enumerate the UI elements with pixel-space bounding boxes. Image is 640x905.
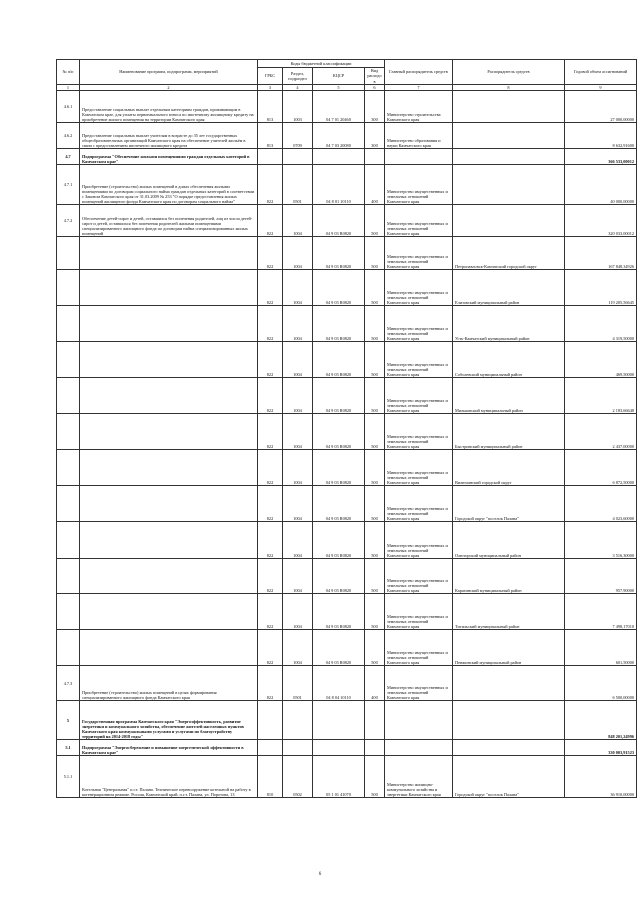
- row-grbs: [258, 701, 283, 740]
- row-kcsr: 04 9 03 R0820: [313, 486, 365, 522]
- row-manager: Министерство имущественных и земельных отношений Камчатского края: [385, 414, 453, 450]
- row-kvr: [365, 149, 385, 165]
- table-row: [57, 594, 637, 630]
- row-kcsr: 04 7 01 20460: [313, 91, 365, 123]
- header-kcsr: КЦСР: [313, 68, 365, 85]
- page-number: 6: [318, 872, 322, 877]
- row-name: Приобретение (строительство) жилых помещений в целях формирования специализированного жилищного фонда Камчатского края: [80, 666, 258, 701]
- row-kcsr: 04 9 03 R0820: [313, 594, 365, 630]
- row-grbs: 813: [258, 91, 283, 123]
- row-grbs: 822: [258, 414, 283, 450]
- row-recipient: Петропавловск-Камчатский городской округ: [453, 237, 565, 270]
- row-section: 1004: [283, 594, 313, 630]
- row-kvr: 500: [365, 450, 385, 486]
- row-name: [80, 237, 258, 270]
- row-kvr: 500: [365, 594, 385, 630]
- row-kcsr: 04 9 03 R0820: [313, 237, 365, 270]
- row-recipient: [453, 701, 565, 740]
- row-recipient: [453, 91, 565, 123]
- row-kcsr: 04 9 03 R0820: [313, 205, 365, 237]
- row-num: 5.1.1: [57, 756, 80, 798]
- table-row: [57, 559, 637, 594]
- row-kcsr: 04 9 03 R0820: [313, 270, 365, 306]
- row-grbs: 810: [258, 756, 283, 798]
- row-kvr: 500: [365, 306, 385, 342]
- row-num: [57, 559, 80, 594]
- row-grbs: 822: [258, 630, 283, 666]
- header-index-cell: 9: [565, 85, 637, 91]
- row-kvr: 500: [365, 559, 385, 594]
- row-grbs: 822: [258, 450, 283, 486]
- row-name: [80, 486, 258, 522]
- row-recipient: Елизовский муниципальный район: [453, 270, 565, 306]
- row-manager: [385, 701, 453, 740]
- row-name: Приобретение (строительство) жилых помещений в домах обеспечения жилыми помещениями по договорам социального найма граждан отдельных категорий в соответствии с Законом Камчатского края от 31.03.2009 № 253 "О порядке предоставления жилых помещений жилищного фонда Камчатского края по договорам социального найма": [80, 165, 258, 205]
- row-num: 4.6.1: [57, 91, 80, 123]
- row-kcsr: 04 9 03 R0820: [313, 306, 365, 342]
- row-name: [80, 306, 258, 342]
- row-manager: Министерство имущественных и земельных отношений Камчатского края: [385, 522, 453, 559]
- row-kvr: 500: [365, 486, 385, 522]
- row-num: [57, 522, 80, 559]
- row-recipient: Быстринский муниципальный район: [453, 414, 565, 450]
- row-manager: Министерство имущественных и земельных отношений Камчатского края: [385, 486, 453, 522]
- row-manager: Министерство жилищно-коммунального хозяйства и энергетики Камчатского края: [385, 756, 453, 798]
- table-row: [57, 630, 637, 666]
- row-kvr: 300: [365, 123, 385, 149]
- row-kvr: 400: [365, 165, 385, 205]
- row-section: [283, 149, 313, 165]
- row-num: [57, 270, 80, 306]
- row-kcsr: [313, 740, 365, 756]
- row-section: 0502: [283, 756, 313, 798]
- row-manager: Министерство имущественных и земельных отношений Камчатского края: [385, 594, 453, 630]
- row-kcsr: 04 8 01 10110: [313, 165, 365, 205]
- header-kvr: Вид расходов: [365, 68, 385, 85]
- row-grbs: 822: [258, 378, 283, 414]
- row-recipient: [453, 165, 565, 205]
- row-volume: 36 910,00000: [565, 756, 637, 798]
- row-recipient: Вилючинский городской округ: [453, 450, 565, 486]
- row-volume: 4 319,50000: [565, 306, 637, 342]
- row-num: 4.7.2: [57, 205, 80, 237]
- row-name: Предоставление социальных выплат отдельным категориям граждан, проживающим в Камчатском крае, для уплаты первоначального взноса по ипотечному жилищному кредиту на приобретение жилого помещения на территории Камчатского края: [80, 91, 258, 123]
- row-kcsr: 04 9 03 R0820: [313, 342, 365, 378]
- row-name: [80, 559, 258, 594]
- row-num: 4.6.2: [57, 123, 80, 149]
- row-volume: 27 000,00000: [565, 91, 637, 123]
- row-section: 0501: [283, 165, 313, 205]
- budget-allocation-table: [56, 59, 637, 798]
- row-manager: [385, 740, 453, 756]
- row-kcsr: 04 9 03 R0820: [313, 630, 365, 666]
- row-name: Подпрограмма "Обеспечение жилыми помещениями граждан отдельных категорий в Камчатском крае": [80, 149, 258, 165]
- table-row: [57, 205, 637, 237]
- header-index-cell: 5: [313, 85, 365, 91]
- row-manager: Министерство имущественных и земельных отношений Камчатского края: [385, 306, 453, 342]
- row-volume: 8 632,91600: [565, 123, 637, 149]
- row-volume: 7 498,17010: [565, 594, 637, 630]
- header-index-cell: 8: [453, 85, 565, 91]
- row-section: 1004: [283, 378, 313, 414]
- row-name: [80, 594, 258, 630]
- header-recipient: Распорядитель средств: [453, 60, 565, 85]
- header-index-cell: 3: [258, 85, 283, 91]
- row-recipient: Олюторский муниципальный район: [453, 522, 565, 559]
- table-row: [57, 414, 637, 450]
- table-row: [57, 237, 637, 270]
- row-recipient: [453, 740, 565, 756]
- header-index-cell: 2: [80, 85, 258, 91]
- row-section: 1004: [283, 342, 313, 378]
- row-kvr: [365, 701, 385, 740]
- row-name: [80, 630, 258, 666]
- row-grbs: 822: [258, 237, 283, 270]
- row-grbs: 822: [258, 306, 283, 342]
- row-name: [80, 270, 258, 306]
- header-section: Раздел, подраздел: [283, 68, 313, 85]
- row-grbs: [258, 149, 283, 165]
- header-grbs: ГРБС: [258, 68, 283, 85]
- row-section: 1004: [283, 522, 313, 559]
- row-num: 4.7: [57, 149, 80, 165]
- row-manager: Министерство имущественных и земельных отношений Камчатского края: [385, 666, 453, 701]
- row-kcsr: [313, 149, 365, 165]
- row-section: [283, 701, 313, 740]
- table-body: [57, 91, 637, 798]
- header-index-cell: 6: [365, 85, 385, 91]
- table-row: [57, 486, 637, 522]
- row-section: 1003: [283, 91, 313, 123]
- row-grbs: 822: [258, 270, 283, 306]
- row-num: [57, 414, 80, 450]
- row-name: [80, 450, 258, 486]
- row-num: [57, 378, 80, 414]
- row-name: [80, 414, 258, 450]
- row-volume: 2 183,66648: [565, 378, 637, 414]
- row-grbs: 822: [258, 486, 283, 522]
- row-kvr: 500: [365, 270, 385, 306]
- row-name: Государственная программа Камчатского края "Энергоэффективность, развитие энергетики и коммунального хозяйства, обеспечение жителей населенных пунктов Камчатского края коммунальными услугами и услугами по благоустройству территорий на 2014-2018 годы": [80, 701, 258, 740]
- row-recipient: [453, 123, 565, 149]
- row-recipient: Мильковский муниципальный район: [453, 378, 565, 414]
- row-grbs: 813: [258, 123, 283, 149]
- row-section: 1004: [283, 450, 313, 486]
- row-manager: Министерство имущественных и земельных отношений Камчатского края: [385, 450, 453, 486]
- row-manager: Министерство имущественных и земельных отношений Камчатского края: [385, 205, 453, 237]
- row-volume: 330 003,91523: [565, 740, 637, 756]
- row-name: Подпрограмма "Энергосбережение и повышение энергетической эффективности в Камчатском крае": [80, 740, 258, 756]
- row-volume: 601,50000: [565, 630, 637, 666]
- row-name: [80, 522, 258, 559]
- row-manager: Министерство имущественных и земельных отношений Камчатского края: [385, 630, 453, 666]
- row-grbs: 822: [258, 594, 283, 630]
- row-name: [80, 378, 258, 414]
- row-manager: Министерство строительства Камчатского края: [385, 91, 453, 123]
- row-recipient: Усть-Камчатский муниципальный район: [453, 306, 565, 342]
- table-row: [57, 701, 637, 740]
- header-volume: Годовой объем ассигнований: [565, 60, 637, 85]
- row-volume: 848 201,24996: [565, 701, 637, 740]
- row-manager: Министерство имущественных и земельных отношений Камчатского края: [385, 559, 453, 594]
- table-row: [57, 123, 637, 149]
- row-kcsr: 04 8 04 10110: [313, 666, 365, 701]
- row-recipient: Соболевский муниципальный район: [453, 342, 565, 378]
- row-grbs: 822: [258, 342, 283, 378]
- row-num: 4.7.3: [57, 666, 80, 701]
- row-kvr: 500: [365, 522, 385, 559]
- row-volume: 119 205,56645: [565, 270, 637, 306]
- row-recipient: Пенжинский муниципальный район: [453, 630, 565, 666]
- row-kvr: 500: [365, 756, 385, 798]
- header-manager: Главный распорядитель средств: [385, 60, 453, 85]
- row-name: [80, 342, 258, 378]
- row-volume: 469,50000: [565, 342, 637, 378]
- row-section: 0709: [283, 123, 313, 149]
- table-row: [57, 666, 637, 701]
- row-section: 1004: [283, 237, 313, 270]
- row-grbs: [258, 740, 283, 756]
- row-volume: 3 516,30000: [565, 522, 637, 559]
- row-section: 1004: [283, 270, 313, 306]
- row-kvr: 500: [365, 414, 385, 450]
- row-section: 1004: [283, 486, 313, 522]
- table-row: [57, 756, 637, 798]
- table-row: [57, 149, 637, 165]
- table-row: [57, 522, 637, 559]
- row-section: 0501: [283, 666, 313, 701]
- row-section: 1004: [283, 306, 313, 342]
- row-num: 4.7.1: [57, 165, 80, 205]
- row-volume: 6 500,00000: [565, 666, 637, 701]
- row-num: [57, 237, 80, 270]
- row-kcsr: 05 1 01 41070: [313, 756, 365, 798]
- table-row: [57, 91, 637, 123]
- row-kvr: [365, 740, 385, 756]
- row-section: 1004: [283, 630, 313, 666]
- table-row: [57, 165, 637, 205]
- row-kvr: 500: [365, 205, 385, 237]
- row-num: [57, 630, 80, 666]
- header-codes: Коды бюджетной классификации: [258, 60, 385, 68]
- row-num: [57, 594, 80, 630]
- table-row: [57, 378, 637, 414]
- row-kcsr: 04 7 03 20080: [313, 123, 365, 149]
- row-section: 1004: [283, 559, 313, 594]
- row-name: Предоставление социальных выплат учителям в возрасте до 35 лет государственных общеобразовательных организаций Камчатского края на обеспечение учителей жильём в связи с предоставлением ипотечного жилищного кредита: [80, 123, 258, 149]
- row-name: Обеспечение детей-сирот и детей, оставшихся без попечения родителей, лиц из числа детей-сирот и детей, оставшихся без попечения родителей жилыми помещениями специализированного жилищного фонда по договорам найма специализированных жилых помещений: [80, 205, 258, 237]
- row-recipient: [453, 149, 565, 165]
- table-row: [57, 740, 637, 756]
- row-kcsr: 04 9 03 R0820: [313, 559, 365, 594]
- row-volume: 40 000,00000: [565, 165, 637, 205]
- row-recipient: [453, 205, 565, 237]
- row-num: [57, 306, 80, 342]
- table-row: [57, 306, 637, 342]
- row-manager: Министерство имущественных и земельных отношений Камчатского края: [385, 237, 453, 270]
- row-num: [57, 486, 80, 522]
- header-index-cell: 4: [283, 85, 313, 91]
- row-recipient: Городской округ "поселок Палана": [453, 756, 565, 798]
- row-manager: Министерство образования и науки Камчатского края: [385, 123, 453, 149]
- row-grbs: 822: [258, 666, 283, 701]
- row-kvr: 500: [365, 342, 385, 378]
- row-section: 1004: [283, 205, 313, 237]
- header-num: № п/п: [57, 60, 80, 85]
- header-name: Наименование программ, подпрограмм, мероприятий: [80, 60, 258, 85]
- row-volume: 2 437,00000: [565, 414, 637, 450]
- row-manager: Министерство имущественных и земельных отношений Камчатского края: [385, 165, 453, 205]
- row-volume: 366 533,00012: [565, 149, 637, 165]
- header-index-cell: 7: [385, 85, 453, 91]
- row-section: [283, 740, 313, 756]
- row-num: [57, 450, 80, 486]
- row-volume: 957,90000: [565, 559, 637, 594]
- row-manager: [385, 149, 453, 165]
- row-grbs: 822: [258, 165, 283, 205]
- row-manager: Министерство имущественных и земельных отношений Камчатского края: [385, 342, 453, 378]
- row-recipient: Карагинский муниципальный район: [453, 559, 565, 594]
- row-recipient: Городской округ "поселок Палана": [453, 486, 565, 522]
- row-kcsr: 04 9 03 R0820: [313, 450, 365, 486]
- row-name: Котельная "Центральная" п.г.т. Палана. Техническое перевооружение котельной на работу в когенерационном режиме. Россия, Камчатский край, п.г.т. Палана, ул. Поротова, 13: [80, 756, 258, 798]
- row-volume: 320 033,00012: [565, 205, 637, 237]
- row-recipient: [453, 666, 565, 701]
- row-volume: 4 023,60000: [565, 486, 637, 522]
- row-num: 5.1: [57, 740, 80, 756]
- table-row: [57, 342, 637, 378]
- row-kvr: 300: [365, 91, 385, 123]
- row-kvr: 500: [365, 630, 385, 666]
- row-volume: 167 848,34926: [565, 237, 637, 270]
- table-row: [57, 270, 637, 306]
- row-num: 5: [57, 701, 80, 740]
- row-grbs: 822: [258, 522, 283, 559]
- row-grbs: 822: [258, 205, 283, 237]
- row-kvr: 500: [365, 378, 385, 414]
- row-section: 1004: [283, 414, 313, 450]
- table-header: [57, 60, 637, 91]
- row-grbs: 822: [258, 559, 283, 594]
- row-volume: 6 872,50000: [565, 450, 637, 486]
- header-index-cell: 1: [57, 85, 80, 91]
- row-kvr: 500: [365, 237, 385, 270]
- row-kcsr: [313, 701, 365, 740]
- row-kvr: 400: [365, 666, 385, 701]
- row-manager: Министерство имущественных и земельных отношений Камчатского края: [385, 270, 453, 306]
- row-kcsr: 04 9 03 R0820: [313, 522, 365, 559]
- row-recipient: Тигильский муниципальный район: [453, 594, 565, 630]
- row-kcsr: 04 9 03 R0820: [313, 414, 365, 450]
- row-num: [57, 342, 80, 378]
- row-manager: Министерство имущественных и земельных отношений Камчатского края: [385, 378, 453, 414]
- row-kcsr: 04 9 03 R0820: [313, 378, 365, 414]
- table-row: [57, 450, 637, 486]
